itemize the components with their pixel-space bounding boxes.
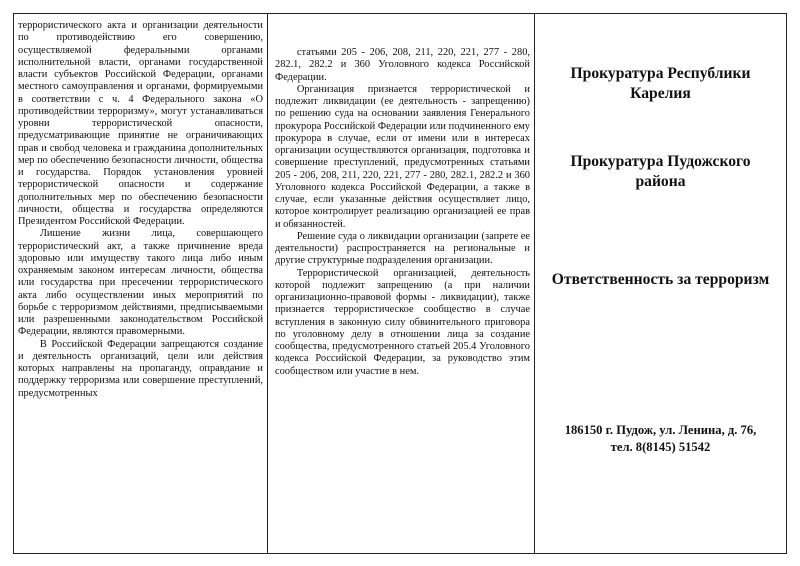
paragraph: террористического акта и организации деятельности по противодействию его совершению, осуществляемой федеральными органами исполнительной власти, органами государственной власти субъектов Российской Федерации, органами местного самоуправления и органами, формируемыми в соответствии с ч. 4 Федерального закона «О противодействии терроризму», могут устанавливаться уровни террористической опасности, предусматривающие принятие не ограничивающих прав и свобод человека и гражданина дополнительных мер по обеспечению безопасности личности, общества и государства. Порядок установления уровней террористической опасности и содержание дополнительных мер по обеспечению безопасности личности, общества и государства определяются Президентом Российской Федерации. (18, 20, 263, 227)
paragraph: Организация признается террористической и подлежит ликвидации (ее деятельность - запрещению) по решению суда на основании заявления Генерального прокурора Российской Федерации или подчиненного ему прокурора в случае, если от имени или в интересах организации осуществляются организация, подготовка и совершение преступлений, предусмотренных статьями 205 - 206, 208, 211, 220, 221, 277 - 280, 282.1, 282.2 и 360 Уголовного кодекса Российской Федерации, а также в случае, если указанные действия осуществляет лицо, которое контролирует реализацию организацией ее прав и обязанностей. (275, 83, 530, 230)
paragraph: статьями 205 - 206, 208, 211, 220, 221, 277 - 280, 282.1, 282.2 и 360 Уголовного кодекса Российской Федерации. (275, 47, 530, 83)
cover-title-topic: Ответственность за терроризм (551, 271, 770, 288)
cover-title-prosecutor-office: Прокуратура Республики Карелия (570, 65, 751, 102)
cover-column (535, 14, 786, 553)
leaflet-sheet (13, 13, 787, 554)
paragraph: Террористической организацией, деятельность которой подлежит запрещению (а при наличии организационно-правовой формы - ликвидации), также признается террористическое сообщество в случае вступления в законную силу обвинительного приговора по уголовному делу в отношении лица за создание сообщества, предусмотренного статьей 205.4 Уголовного кодекса Российской Федерации, за руководство этим сообществом или участие в нем. (275, 267, 530, 377)
left-column (18, 20, 263, 547)
paragraph: В Российской Федерации запрещаются создание и деятельность организаций, цели или действия которых направлены на пропаганду, оправдание и поддержку терроризма или совершение преступлений, предусмотренных (18, 338, 263, 399)
cover-title-district-office: Прокуратура Пудожского района (570, 153, 751, 190)
paragraph: Решение суда о ликвидации организации (запрете ее деятельности) распространяется на региональные и другие структурные подразделения организации. (275, 230, 530, 267)
middle-column (275, 47, 530, 547)
phone: тел. 8(8145) 51542 (610, 439, 711, 454)
address: 186150 г. Пудож, ул. Ленина, д. 76, (564, 423, 757, 437)
contact-block (535, 422, 786, 455)
column-divider (267, 14, 268, 553)
paragraph: Лишение жизни лица, совершающего террористический акт, а также причинение вреда здоровью или имуществу такого лица либо иным охраняемым законом интересам личности, общества или государства при пресечении террористического акта либо осуществлении иных мероприятий по борьбе с терроризмом действиями, предписываемыми или разрешенными законодательством Российской Федерации, являются правомерными. (18, 228, 263, 338)
